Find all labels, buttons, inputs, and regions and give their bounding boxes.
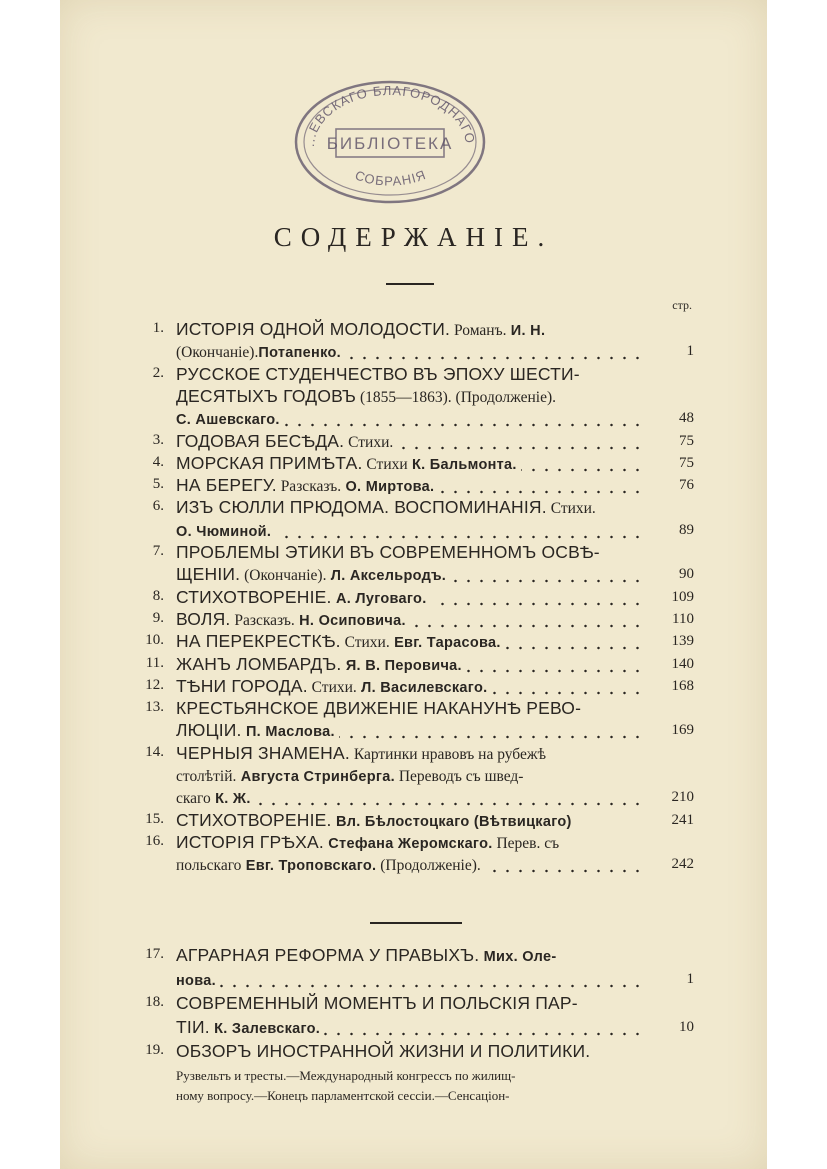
entry-author: Стефана Жеромскаго. <box>323 835 493 852</box>
entry-title: НА ПЕРЕКРЕСТКѢ. <box>176 631 341 652</box>
entry-number: 11. <box>145 654 164 671</box>
entry-line <box>176 675 640 697</box>
entry-number: 4. <box>152 453 164 470</box>
entry-title: КРЕСТЬЯНСКОЕ ДВИЖЕНІЕ НАКАНУНѢ РЕВО- <box>176 698 582 719</box>
entry-author: П. Маслова. <box>241 724 335 741</box>
entry-text: Переводъ съ швед- <box>394 767 524 785</box>
entry-number: 8. <box>152 587 164 604</box>
entry-line <box>176 496 640 518</box>
entry-title: ОБЗОРЪ ИНОСТРАННОЙ ЖИЗНИ И ПОЛИТИКИ. <box>176 1041 591 1061</box>
entry-author: Евг. Тарасова. <box>389 635 501 652</box>
entry-line <box>176 944 640 966</box>
entry-number: 10. <box>145 632 164 649</box>
entry-text: польскаго <box>176 857 242 875</box>
entry-text: Разсказъ. <box>230 611 295 629</box>
entry-number: 1. <box>152 320 164 336</box>
entry-number: 15. <box>145 810 164 827</box>
entry-text: Картинки нравовъ на рубежѣ <box>349 745 546 763</box>
entry-number: 7. <box>152 543 164 559</box>
entry-text: (Окончаніе). <box>240 567 327 585</box>
entry-title: ТІИ. <box>176 1017 210 1037</box>
entry-number: 13. <box>145 699 164 716</box>
entry-text: (1855—1863). (Продолженіе). <box>356 388 557 406</box>
page-number: 75 <box>679 432 694 449</box>
entry-author: нова. <box>176 973 216 989</box>
entry-title: ЧЕРНЫЯ ЗНАМЕНА. <box>176 742 350 763</box>
entry-number: 6. <box>152 498 164 515</box>
entry-title: ИСТОРІЯ ГРѢХА. <box>176 831 324 852</box>
entry-author: О. Чюминой. <box>176 523 272 540</box>
page-number: 241 <box>671 811 694 828</box>
section-divider <box>370 922 462 924</box>
entry-text: (Продолженіе). <box>376 857 481 875</box>
entry-author: О. Миртова. <box>341 479 435 496</box>
entry-line <box>176 363 640 385</box>
entry-author: Л. Аксельродъ. <box>326 568 447 585</box>
entry-text: Стихи <box>362 455 408 473</box>
entry-text: Романъ. <box>450 322 507 339</box>
entry-number: 17. <box>145 946 164 962</box>
page-title: СОДЕРЖАНІЕ. <box>273 222 554 252</box>
entry-author: Н. Осиповича. <box>294 612 406 629</box>
entry-line <box>176 764 640 786</box>
page-number: 110 <box>672 610 694 627</box>
entry-line <box>176 1040 640 1062</box>
entry-text: скаго <box>176 790 211 808</box>
entry-number: 14. <box>145 743 164 760</box>
entry-number: 5. <box>152 476 164 493</box>
entry-text: Стихи. <box>307 678 357 696</box>
document-page <box>60 0 767 1169</box>
entry-line <box>176 809 640 831</box>
entry-line <box>176 452 640 474</box>
entry-line <box>176 541 640 563</box>
entry-line <box>176 407 640 429</box>
entry-line <box>176 1016 640 1038</box>
page-number: 10 <box>679 1019 694 1035</box>
entry-line <box>176 563 640 585</box>
entry-author: А. Луговаго. <box>331 590 427 607</box>
entry-title: ТѢНИ ГОРОДА. <box>176 675 308 696</box>
entry-title: РУССКОЕ СТУДЕНЧЕСТВО ВЪ ЭПОХУ ШЕСТИ- <box>176 363 580 384</box>
entry-author: И. Н. <box>506 323 546 339</box>
entry-title: ЩЕНІИ. <box>176 564 241 585</box>
page-number: 139 <box>671 633 694 650</box>
title-divider <box>386 283 434 285</box>
entry-number: 16. <box>145 832 164 849</box>
entry-line <box>176 653 640 675</box>
page-number: 168 <box>671 677 694 694</box>
entry-title: ВОЛЯ. <box>176 608 231 629</box>
entry-detail-line: Рузвельтъ и тресты.—Международный конгрессъ по жилищ- <box>176 1068 516 1083</box>
svg-text:БИБЛІОТЕКА: БИБЛІОТЕКА <box>326 134 454 153</box>
entry-author: Августа Стринберга. <box>236 768 395 785</box>
entry-number: 3. <box>152 431 164 448</box>
entry-text: Стихи. <box>344 433 394 451</box>
page-number: 1 <box>686 343 694 360</box>
entry-line <box>176 968 640 990</box>
entry-line <box>176 992 640 1014</box>
entry-line <box>176 786 640 808</box>
page-column-header: стр. <box>672 298 692 312</box>
entry-title: СТИХОТВОРЕНІЕ. <box>176 809 332 830</box>
entry-line <box>176 385 640 407</box>
entry-title: НА БЕРЕГУ. <box>176 475 277 496</box>
entry-number: 9. <box>152 609 164 626</box>
entry-author: Мих. Оле- <box>479 949 557 965</box>
entry-title: ИЗЪ СЮЛЛИ ПРЮДОМА. ВОСПОМИНАНІЯ. <box>176 497 547 518</box>
entry-author: Л. Василевскаго. <box>356 679 488 696</box>
entry-author: Потапенко. <box>258 345 341 362</box>
page-number: 242 <box>671 856 694 873</box>
entry-title: СТИХОТВОРЕНІЕ. <box>176 586 332 607</box>
entry-title: ЛЮЦІИ. <box>176 720 242 741</box>
entry-title: АГРАРНАЯ РЕФОРМА У ПРАВЫХЪ. <box>176 945 480 965</box>
entry-title: ПРОБЛЕМЫ ЭТИКИ ВЪ СОВРЕМЕННОМЪ ОСВѢ- <box>176 542 600 562</box>
entry-line <box>176 519 640 541</box>
entry-line <box>176 586 640 608</box>
entry-line <box>176 318 640 340</box>
entry-number: 18. <box>145 994 164 1010</box>
page-number: 75 <box>679 454 694 471</box>
entry-line <box>176 474 640 496</box>
entry-line <box>176 697 640 719</box>
svg-text:СОБРАНІЯ: СОБРАНІЯ <box>353 166 429 189</box>
entry-author: Я. В. Перовича. <box>341 657 462 674</box>
entry-number: 19. <box>145 1042 164 1058</box>
entry-author: Вл. Бѣлостоцкаго (Вѣтвицкаго) <box>331 813 572 830</box>
svg-text:...ЕВСКАГО БЛАГОРОДНАГО: ...ЕВСКАГО БЛАГОРОДНАГО <box>301 82 479 148</box>
library-stamp <box>292 77 488 207</box>
page-number: 109 <box>671 588 694 605</box>
entry-detail-line: ному вопросу.—Конецъ парламентской сессіи.—Сенсаціон- <box>176 1088 510 1103</box>
entry-line <box>176 831 640 853</box>
entry-line <box>176 608 640 630</box>
entry-title: ИСТОРІЯ ОДНОЙ МОЛОДОСТИ. <box>176 319 451 339</box>
entry-text: Стихи. <box>340 634 390 652</box>
entry-line <box>176 340 640 362</box>
page-number: 89 <box>679 521 694 538</box>
entry-text: Стихи. <box>546 500 596 518</box>
entry-title: МОРСКАЯ ПРИМѢТА. <box>176 452 363 473</box>
entry-number: 12. <box>145 676 164 693</box>
entry-text: Разсказъ. <box>276 478 342 496</box>
page-number: 140 <box>671 655 694 672</box>
entry-line <box>176 719 640 741</box>
entry-author: К. Залевскаго. <box>209 1021 321 1037</box>
entry-title: ГОДОВАЯ БЕСѢДА. <box>176 430 345 451</box>
entry-line <box>176 853 640 875</box>
entry-author: С. Ашевскаго. <box>176 412 280 429</box>
page-number: 169 <box>671 722 694 739</box>
page-number: 90 <box>679 566 694 583</box>
entry-text: (Окончаніе). <box>176 344 259 362</box>
page-number: 76 <box>679 477 694 494</box>
entry-line <box>176 630 640 652</box>
entry-number: 2. <box>152 364 164 381</box>
entry-author: К. Ж. <box>210 791 251 808</box>
entry-title: СОВРЕМЕННЫЙ МОМЕНТЪ И ПОЛЬСКІЯ ПАР- <box>176 993 578 1013</box>
entry-text: столѣтій. <box>176 767 237 785</box>
page-number: 210 <box>671 789 694 806</box>
entry-title: ДЕСЯТЫХЪ ГОДОВЪ <box>176 385 357 406</box>
entry-line <box>176 430 640 452</box>
entry-author: К. Бальмонта. <box>407 456 517 473</box>
page-number: 1 <box>686 971 694 987</box>
entry-line <box>176 742 640 764</box>
page-number: 48 <box>679 410 694 427</box>
entry-title: ЖАНЪ ЛОМБАРДЪ. <box>176 653 342 674</box>
entry-author: Евг. Троповскаго. <box>241 858 377 875</box>
entry-text: Перев. съ <box>492 834 560 852</box>
